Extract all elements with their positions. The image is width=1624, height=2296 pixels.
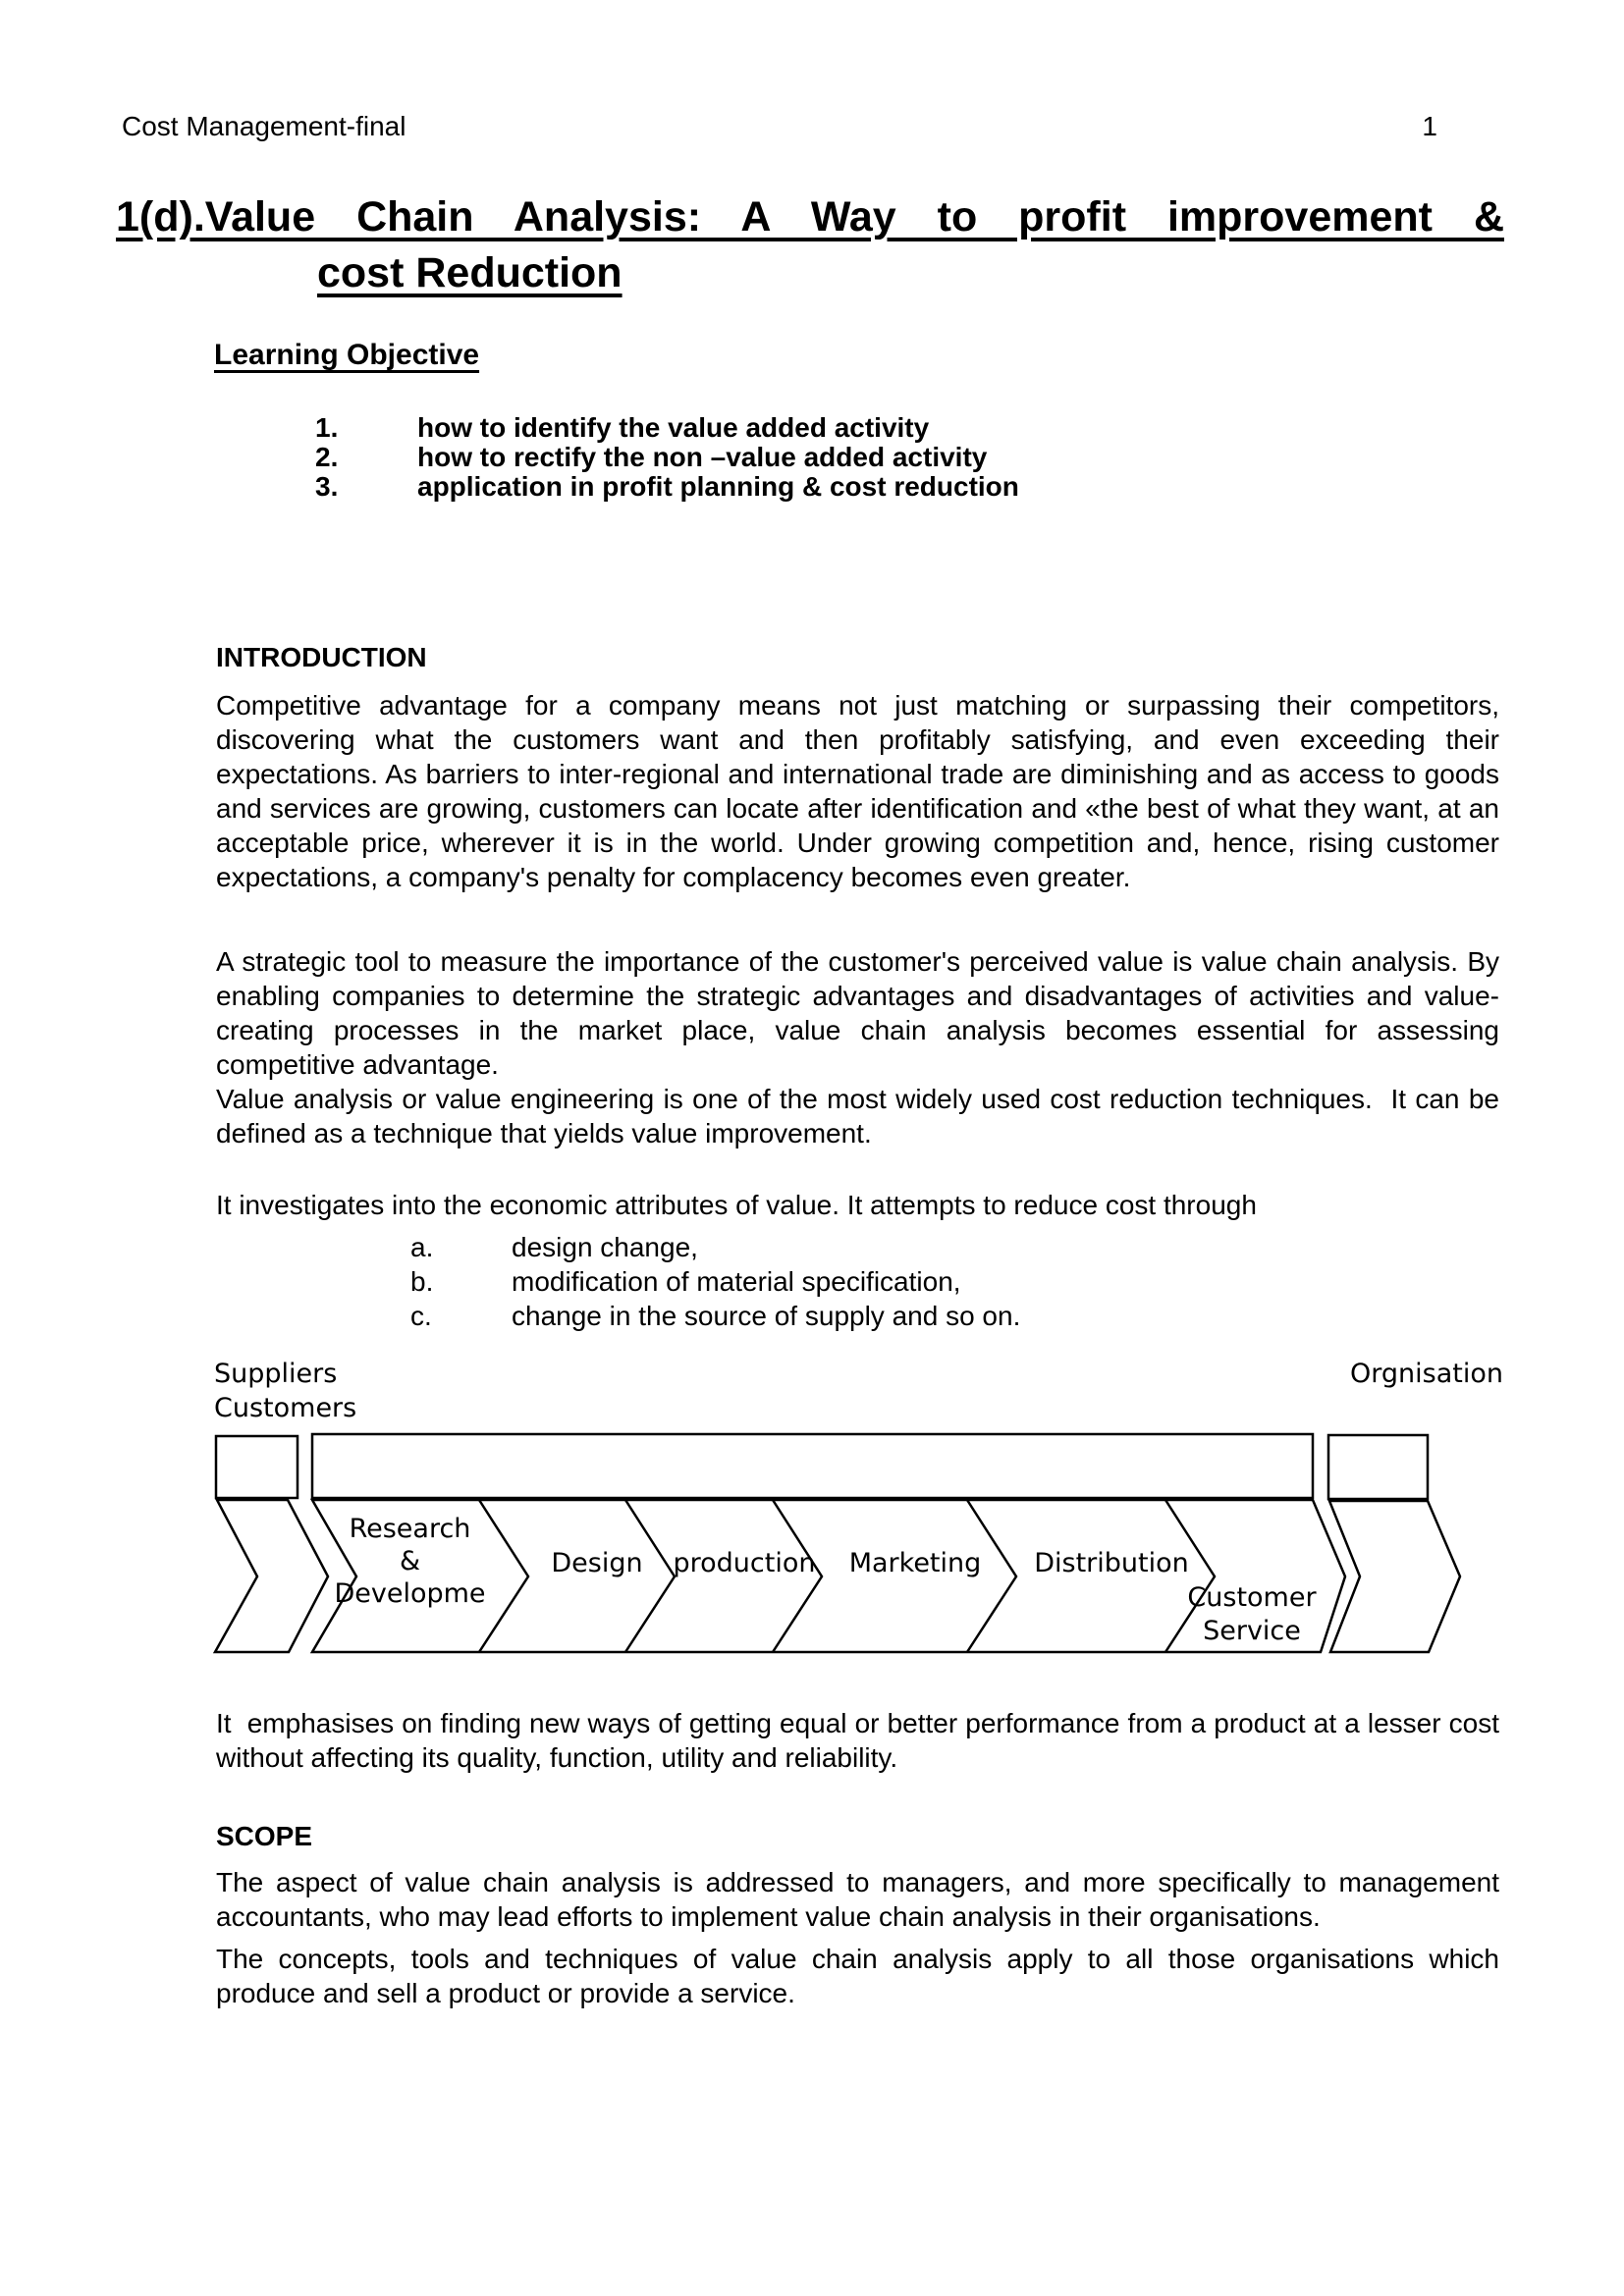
main-title bbox=[116, 189, 1504, 301]
list-item-text: how to identify the value added activity bbox=[417, 412, 930, 443]
list-item-text: modification of material specification, bbox=[512, 1266, 961, 1297]
scope-paragraph-2: The concepts, tools and techniques of value chain analysis apply to all those organisations which produce and sell a product or provide a service. bbox=[216, 1944, 1507, 2008]
list-item-number: 2. bbox=[315, 442, 339, 472]
list-item-text: change in the source of supply and so on. bbox=[512, 1301, 1021, 1331]
list-item bbox=[315, 472, 1624, 502]
list-item-letter: b. bbox=[410, 1266, 434, 1297]
emphasise-paragraph: It emphasises on finding new ways of getting equal or better performance from a product at a lesser cost without affecting its quality, function, utility and reliability. bbox=[216, 1708, 1507, 1773]
list-item bbox=[410, 1230, 1624, 1264]
stage-label-distribution: Distribution bbox=[1034, 1548, 1189, 1578]
stage-label-customer-service: Customer Service bbox=[1187, 1582, 1317, 1646]
title-line-1: 1(d).Value Chain Analysis: A Way to profit improvement & bbox=[116, 193, 1504, 240]
customers-label: Customers bbox=[214, 1393, 357, 1423]
list-item bbox=[315, 413, 1624, 443]
list-item-letter: c. bbox=[410, 1301, 432, 1331]
intro-paragraph-3: Value analysis or value engineering is one of the most widely used cost reduction techniques. It can be defined as a technique that yields value improvement. bbox=[216, 1084, 1507, 1148]
list-item bbox=[410, 1299, 1624, 1333]
reduce-cost-list bbox=[410, 1230, 1624, 1333]
list-item-number: 1. bbox=[315, 412, 339, 443]
list-item-number: 3. bbox=[315, 471, 339, 502]
list-item bbox=[315, 443, 1624, 472]
organisation-label: Orgnisation bbox=[1350, 1359, 1503, 1389]
learning-objective-heading: Learning Objective bbox=[214, 339, 480, 371]
stage-label-production: production bbox=[673, 1548, 816, 1578]
introduction-heading: INTRODUCTION bbox=[216, 642, 427, 672]
organisation-box bbox=[1328, 1435, 1428, 1499]
suppliers-box bbox=[216, 1436, 298, 1498]
supplier-chevron-shape bbox=[215, 1500, 328, 1652]
stage-label-research-development: Research & Developme bbox=[334, 1514, 486, 1609]
organisation-chevron-shape bbox=[1329, 1501, 1460, 1652]
suppliers-label: Suppliers bbox=[214, 1359, 338, 1389]
list-item-text: how to rectify the non –value added activity bbox=[417, 442, 988, 472]
stage-label-marketing: Marketing bbox=[848, 1548, 982, 1578]
intro-paragraph-2: A strategic tool to measure the importance of the customer's perceived value is value chain analysis. By enabling companies to determine the strategic advantages and disadvantages of activities and value-creating processes in the market place, value chain analysis becomes essential for assessing competitive advantage. bbox=[216, 946, 1507, 1080]
list-item-text: application in profit planning & cost reduction bbox=[417, 471, 1019, 502]
investigate-line: It investigates into the economic attributes of value. It attempts to reduce cost through bbox=[216, 1190, 1257, 1220]
value-chain-bar bbox=[312, 1434, 1313, 1498]
list-item bbox=[410, 1264, 1624, 1299]
learning-objective-list bbox=[315, 413, 1624, 502]
list-item-letter: a. bbox=[410, 1232, 434, 1262]
intro-paragraph-1: Competitive advantage for a company means not just matching or surpassing their competitors, discovering what the customers want and then profitably satisfying, and even exceeding their expectations. As barriers to inter-regional and international trade are diminishing and as access to goods and services are growing, customers can locate after identification and «the best of what they want, at an acceptable price, wherever it is in the world. Under growing competition and, hence, rising customer expectations, a company's penalty for complacency becomes even greater. bbox=[216, 690, 1507, 892]
value-chain-diagram bbox=[0, 1348, 1624, 1672]
scope-heading: SCOPE bbox=[216, 1821, 313, 1851]
title-line-2: cost Reduction bbox=[317, 249, 623, 296]
stage-label-design: Design bbox=[551, 1548, 643, 1578]
document-title: Cost Management-final bbox=[122, 111, 406, 141]
list-item-text: design change, bbox=[512, 1232, 698, 1262]
scope-paragraph-1: The aspect of value chain analysis is addressed to managers, and more specifically to management accountants, who may lead efforts to implement value chain analysis in their organisations. bbox=[216, 1867, 1515, 1932]
page-header bbox=[0, 0, 1624, 142]
page-number: 1 bbox=[1422, 111, 1437, 141]
